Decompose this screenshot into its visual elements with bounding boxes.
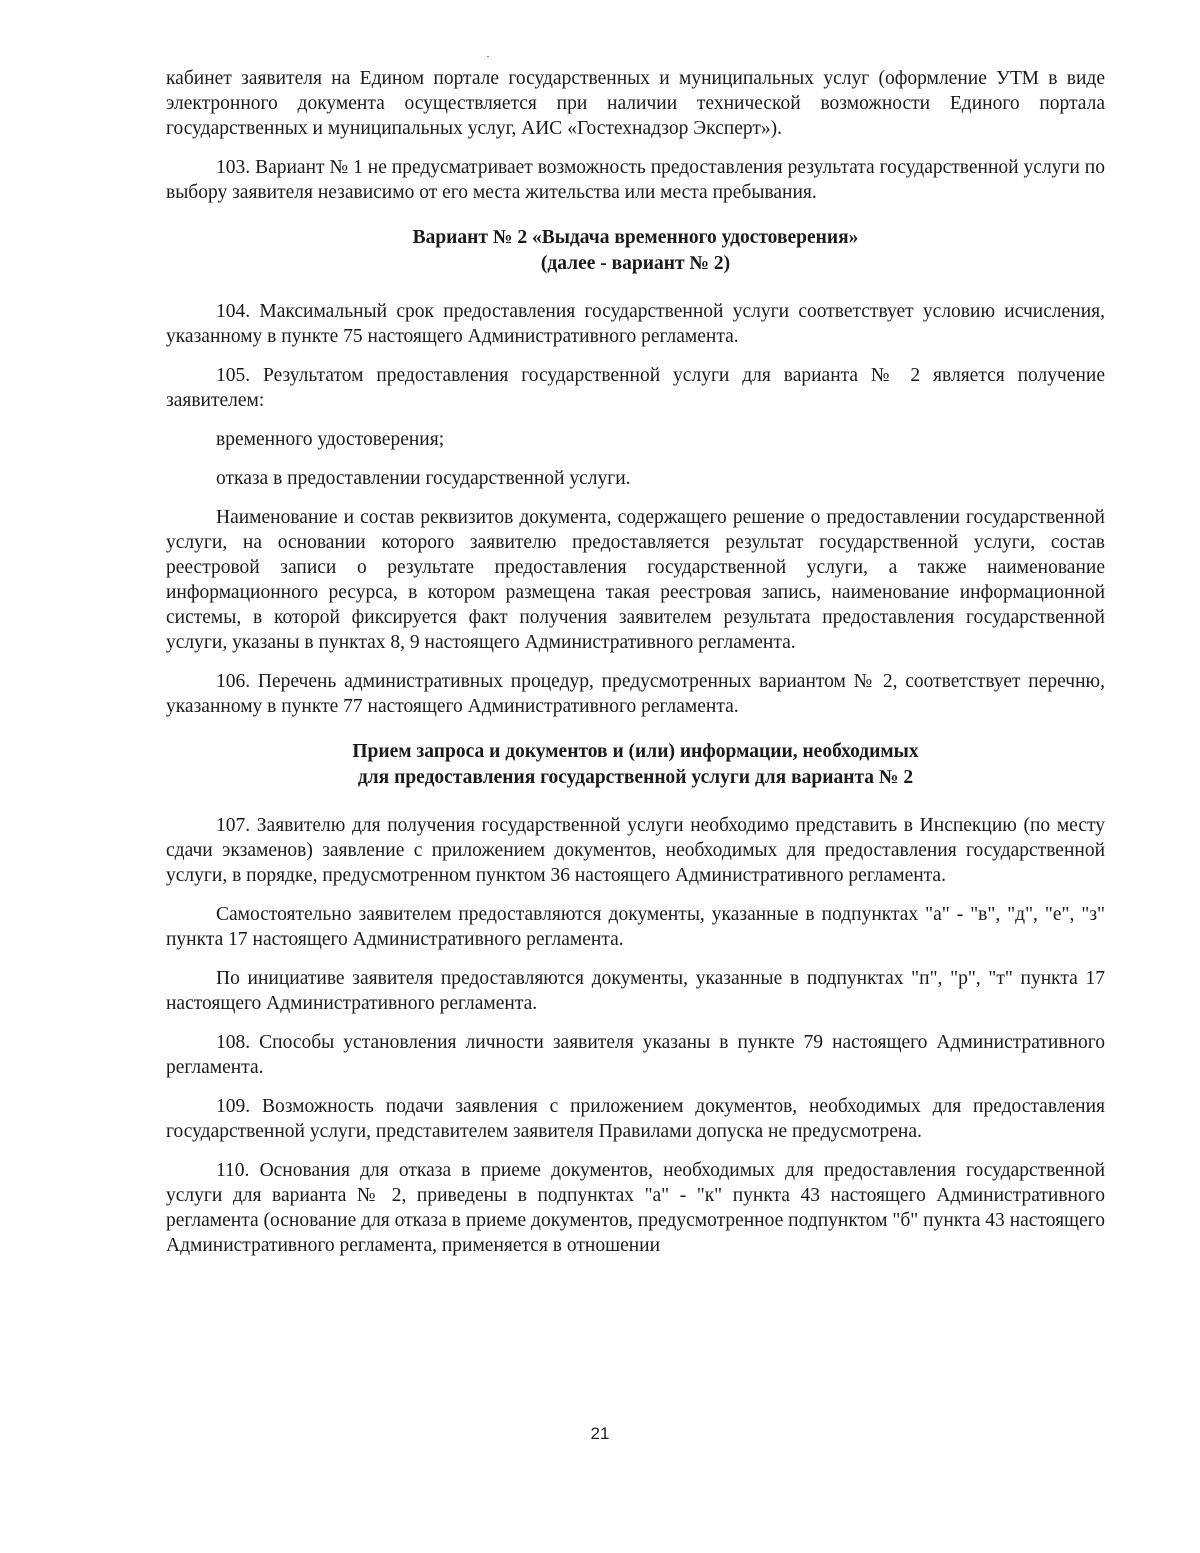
paragraph-continuation: кабинет заявителя на Едином портале государственных и муниципальных услуг (оформление УТМ в виде электронного документа осуществляется при наличии технической возможности Единого портала государственных и муниципальных услуг, АИС «Гостехнадзор Эксперт»). — [166, 68, 1105, 139]
heading-line: Прием запроса и документов и (или) информации, необходимых — [352, 741, 919, 762]
list-item-result: отказа в предоставлении государственной услуги. — [216, 468, 631, 489]
paragraph-self-submitted: Самостоятельно заявителем предоставляются документы, указанные в подпунктах "а" - "в", "д", "е", "з" пункта 17 настоящего Административного регламента. — [166, 904, 1105, 950]
paragraph-109: 109. Возможность подачи заявления с приложением документов, необходимых для предоставления государственной услуги, представителем заявителя Правилами допуска не предусмотрена. — [166, 1096, 1105, 1142]
document-page — [166, 66, 1105, 1272]
paragraph-106: 106. Перечень административных процедур, предусмотренных вариантом № 2, соответствует перечню, указанному в пункте 77 настоящего Административного регламента. — [166, 671, 1105, 717]
paragraph-107: 107. Заявителю для получения государственной услуги необходимо представить в Инспекцию (по месту сдачи экзаменов) заявление с приложением документов, необходимых для предоставления государственной услуги, в порядке, предусмотренном пунктом 36 настоящего Административного регламента. — [166, 815, 1105, 886]
section-heading-request-acceptance — [166, 739, 1105, 791]
page-number: 21 — [590, 1424, 610, 1443]
paragraph-initiative-submitted: По инициативе заявителя предоставляются документы, указанные в подпунктах "п", "р", "т" пункта 17 настоящего Административного регламента. — [166, 968, 1105, 1014]
paragraph-110: 110. Основания для отказа в приеме документов, необходимых для предоставления государственной услуги для варианта № 2, приведены в подпунктах "а" - "к" пункта 43 настоящего Административного регламента (основание для отказа в приеме документов, предусмотренное подпунктом "б" пункта 43 настоящего Административного регламента, применяется в отношении — [166, 1160, 1105, 1256]
scan-speck — [487, 56, 489, 57]
list-item-result: временного удостоверения; — [216, 429, 445, 450]
paragraph-105: 105. Результатом предоставления государственной услуги для варианта № 2 является получение заявителем: — [166, 365, 1105, 411]
paragraph-104: 104. Максимальный срок предоставления государственной услуги соответствует условию исчисления, указанному в пункте 75 настоящего Административного регламента. — [166, 301, 1105, 347]
heading-line: для предоставления государственной услуги для варианта № 2 — [357, 767, 914, 788]
heading-line: Вариант № 2 «Выдача временного удостоверения» — [412, 227, 859, 248]
section-heading-variant-2 — [166, 225, 1105, 277]
paragraph-103: 103. Вариант № 1 не предусматривает возможность предоставления результата государственной услуги по выбору заявителя независимо от его места жительства или места пребывания. — [166, 157, 1105, 203]
heading-line: (далее - вариант № 2) — [540, 253, 731, 274]
paragraph-requisites: Наименование и состав реквизитов документа, содержащего решение о предоставлении государственной услуги, на основании которого заявителю предоставляется результат государственной услуги, состав реестровой записи о результате предоставления государственной услуги, а также наименование информационного ресурса, в котором размещена такая реестровая запись, наименование информационной системы, в которой фиксируется факт получения заявителем результата предоставления государственной услуги, указаны в пунктах 8, 9 настоящего Административного регламента. — [166, 507, 1105, 653]
paragraph-108: 108. Способы установления личности заявителя указаны в пункте 79 настоящего Административного регламента. — [166, 1032, 1105, 1078]
